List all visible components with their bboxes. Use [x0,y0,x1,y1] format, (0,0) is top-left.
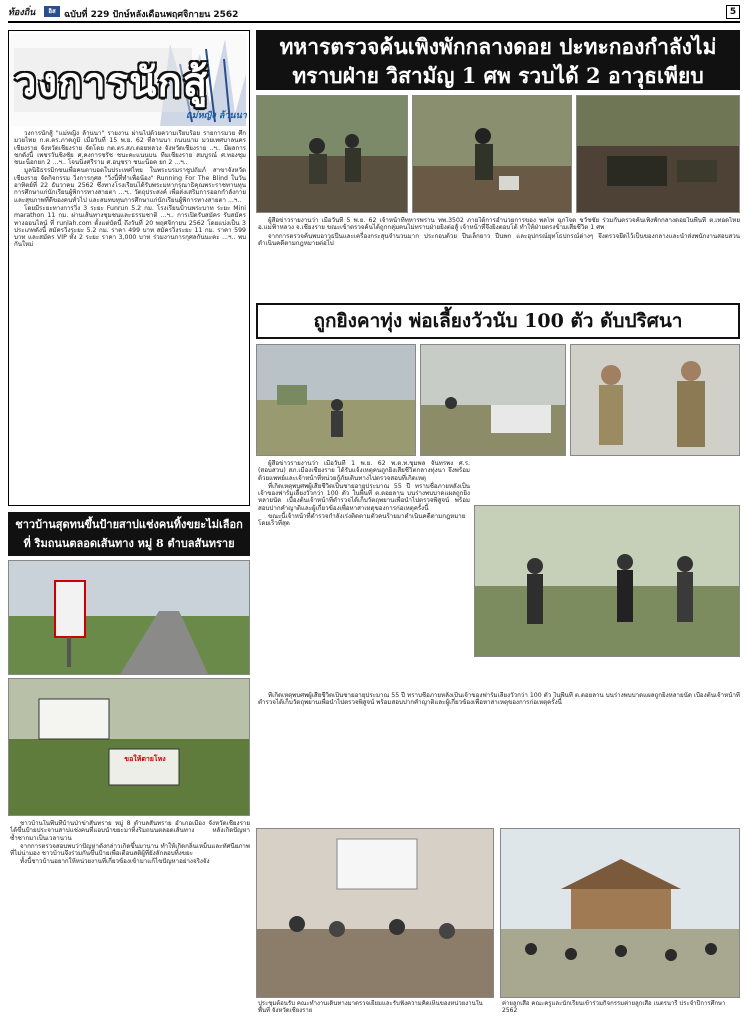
issue-line: ฉบับที่ 229 ปักษ์หลังเดือนพฤศจิกายน 2562 [64,10,239,20]
page-number: 5 [726,5,740,19]
story1-headline: ทหารตรวจค้นเพิงพักกลางดอย ปะทะกองกำลังไม่ทราบฝ่าย วิสามัญ 1 ศพ รวบได้ 2 อาวุธเพียบ [256,30,740,90]
meeting-caption: ประชุมต้อนรับ คณะทำงานเดินทางมาตรวจเยี่ยมและรับฟังความคิดเห็นของหน่วยงานในพื้นที่ จังหวัดเชียงราย [258,1000,483,1014]
story3-photo-1 [8,560,250,675]
column-title: วงการนักสู้ [14,59,209,106]
column-byline: แม่หญิง ล้านนา [186,111,247,121]
story2-paragraph: ขณะนี้เจ้าหน้าที่ตำรวจกำลังเร่งติดตามตัวคนร้ายมาดำเนินคดีตามกฎหมายโดยเร็วที่สุด [258,513,466,528]
story1-paragraph: จากการตรวจค้นพบอาวุธปืนและเครื่องกระสุนจำนวนมาก ประกอบด้วย ปืนเล็กยาว ปืนพก และอุปกรณ์ยุทโธปกรณ์ต่างๆ จึงตรวจยึดไว้เป็นของกลางและนำส่งพนักงานสอบสวนดำเนินคดีตามกฎหมายต่อไป [258,232,740,247]
story2-body [258,460,470,690]
story2-body-continued [258,692,740,822]
story3-paragraph: จากการตรวจสอบพบว่าปัญหาดังกล่าวเกิดขึ้นมานาน ทำให้เกิดกลิ่นเหม็นและทัศนียภาพที่ไม่น่ามอง ชาวบ้านจึงร่วมกันขึ้นป้ายเพื่อเตือนสติผู้ที่ยังลักลอบทิ้งขยะ [10,842,250,858]
column-paragraph: วงการนักสู้ "แม่หญิง ล้านนา" รายงาน ผ่านไปด้วยความเรียบร้อย รายการมวย ศึก มวยไทย ก.ต.ตร.ภาคภูมิ เมื่อวันที่ 15 พ.ย. 62 ที่ลานนา ถนนนาม มวยเทศบาลนครเชียงราย จังหวัดเชียงราย จัดโดย กต.ตร.สภ.ดอยหลวง จังหวัดเชียงราย ..ฯ.. มีผลการชกดังนี้ เพชรวันชิงชัย ศ.คงการชรัช ชนะคะแนนบน ทีมเชียงราย สมบูรณ์ ศ.ทองชุม ชนะน็อกยก 2 ...ฯ.. โจนนิ่งศรีราม ศ.อนุชรา ชนะน็อค ยก 2 ...ฯ.. [14,130,246,167]
scout-camp-photo [500,828,740,998]
story3-headline: ชาวบ้านสุดทนขึ้นป้ายสาปแช่งคนทิ้งขยะไม่เลือกที่ ริมถนนตลอดเส้นทาง หมู่ 8 ตำบลสันทราย [8,512,250,556]
story1-photo-2 [412,95,572,213]
meeting-photo [256,828,494,998]
story3-photo-2 [8,678,250,816]
scout-camp-caption: ค่ายลูกเสือ คณะครูและนักเรียนเข้าร่วมกิจกรรมค่ายลูกเสือ เนตรนารี ประจำปีการศึกษา 2562 [502,1000,726,1014]
story3-paragraph: ชาวบ้านในพื้นที่บ้านป่าข่าสันทราย หมู่ 8 ตำบลสันทราย อำเภอเมือง จังหวัดเชียงราย ได้ขึ้นป้ายประจานสาปแช่งคนที่แอบนำขยะมาทิ้งริมถนนตลอดเส้นทาง หลังเกิดปัญหาซ้ำซากมาเป็นเวลานาน [10,820,250,842]
column-paragraph: มูลนิธิธรรมิกชนเพื่อคนตาบอดในประเทศไทย ในพระบรมราชูปถัมภ์ สาขาจังหวัดเชียงราย จัดกิจกรรม วิ่งการกุศล "วิ่งนี้ที่ทำเพื่อน้อง" Running For The Blind ในวันอาทิตย์ที่ 22 ธันวาคม 2562 ซึ่งทางโรงเรียนได้รับพระมหากรุณาธิคุณพระราชทานทุนการศึกษาแก่นักเรียนผู้พิการทางสายตา ...ฯ.. วัตถุประสงค์ เพื่อส่งเสริมการออกกำลังกายและสุขภาพที่ดีของคนทั่วไป และสมทบทุนการศึกษาแก่นักเรียนผู้พิการทางสายตา ...ฯ.. [14,167,246,204]
story2-photo-4 [474,505,740,657]
header-rule [8,21,740,23]
story2-paragraph: ที่เกิดเหตุพบศพผู้เสียชีวิตเป็นชายอายุประมาณ 55 ปี ทราบชื่อภายหลังเป็นเจ้าของฟาร์มเลี้ยงวัวกว่า 100 ตัว ในพื้นที่ ต.ดอยลาน บนร่างพบบาดแผลถูกยิงหลายนัด เบื้องต้นเจ้าหน้าที่ตำรวจได้เก็บวัตถุพยานเพื่อนำไปตรวจพิสูจน์ พร้อมสอบปากคำญาติและผู้เกี่ยวข้องเพื่อหาสาเหตุของการก่อเหตุครั้งนี้ [258,692,740,707]
story2-photo-3 [570,344,740,456]
story2-photo-1 [256,344,416,456]
story2-paragraph: ที่เกิดเหตุพบศพผู้เสียชีวิตเป็นชายอายุประมาณ 55 ปี ทราบชื่อภายหลังเป็นเจ้าของฟาร์มเลี้ยงวัวกว่า 100 ตัว ในพื้นที่ ต.ดอยลาน บนร่างพบบาดแผลถูกยิงหลายนัด เบื้องต้นเจ้าหน้าที่ตำรวจได้เก็บวัตถุพยานเพื่อนำไปตรวจพิสูจน์ พร้อมสอบปากคำญาติและผู้เกี่ยวข้องเพื่อหาสาเหตุของการก่อเหตุครั้งนี้ [258,482,470,512]
story1-paragraph: ผู้สื่อข่าวรายงานว่า เมื่อวันที่ 5 พ.ย. 62 เจ้าหน้าที่ทหารพราน ทพ.3502 ภายใต้การอำนวยการของ พลโท ฉุกใจด ชวัชชัย ร่วมกันตรวจค้นเพิงพักกลางดอยในพื้นที่ ต.เทอดไทย อ.แม่ฟ้าหลวง จ.เชียงราย ขณะเข้าตรวจค้นได้ถูกกลุ่มคนไม่ทราบฝ่ายยิงต่อสู้ เจ้าหน้าที่จึงยิงตอบโต้ ทำให้ฝ่ายตรงข้ามเสียชีวิต 1 ศพ [258,217,740,232]
column-paragraph: โดยมีระยะทางการวิ่ง 3 ระยะ Funrun 5.2 กม. โรงเรียนบ้านพระบาท ระยะ Mini marathon 11 กม. ผ่านเส้นทางชุมชนและธรรมชาติ ...ฯ.. การเปิดรับสมัคร รับสมัครทางออนไลน์ ที่ runlah.com ตั้งแต่บัดนี้ ถึงวันที่ 20 พฤศจิกายน 2562 โดยแบ่งเป็น 3 ประเภทดังนี้ สมัครวิ่งระยะ 5.2 กม. ราคา 499 บาท สมัครวิ่งระยะ 11 กม. ราคา 599 บาท และสมัคร VIP ทั้ง 2 ระยะ ราคา 3,000 บาท ร่วมงานการกุศลกันนะคะ ...ฯ.. พบกันใหม่ [14,204,246,249]
story1-body [258,217,740,299]
story2-headline: ถูกยิงคาทุ่ง พ่อเลี้ยงวัวนับ 100 ตัว ดับปริศนา [256,303,740,339]
story3-body [10,820,250,1020]
story1-photo-3 [576,95,740,213]
masthead-badge: อิส [44,6,60,17]
story3-paragraph: ทั้งนี้ชาวบ้านอยากให้หน่วยงานที่เกี่ยวข้องเข้ามาแก้ไขปัญหาอย่างจริงจัง [20,858,210,866]
story2-photo-2 [420,344,566,456]
masthead-logo: ท้องถิ่น [8,8,36,18]
story1-photo-1 [256,95,408,213]
story2-paragraph: ผู้สื่อข่าวรายงานว่า เมื่อวันที่ 1 พ.ย. 62 พ.ต.ท.ชุมพล จันทรพง ศ.ร.(สอบสวน) สภ.เมืองเชียงราย ได้รับแจ้งเหตุคนถูกยิงเสียชีวิตกลางทุ่งนา จึงพร้อมด้วยแพทย์และเจ้าหน้าที่หน่วยกู้ภัยเดินทางไปตรวจสอบที่เกิดเหตุ [258,460,470,482]
column-body [14,130,246,500]
story3-sign-label: ขอให้ตายโหง [124,755,166,763]
